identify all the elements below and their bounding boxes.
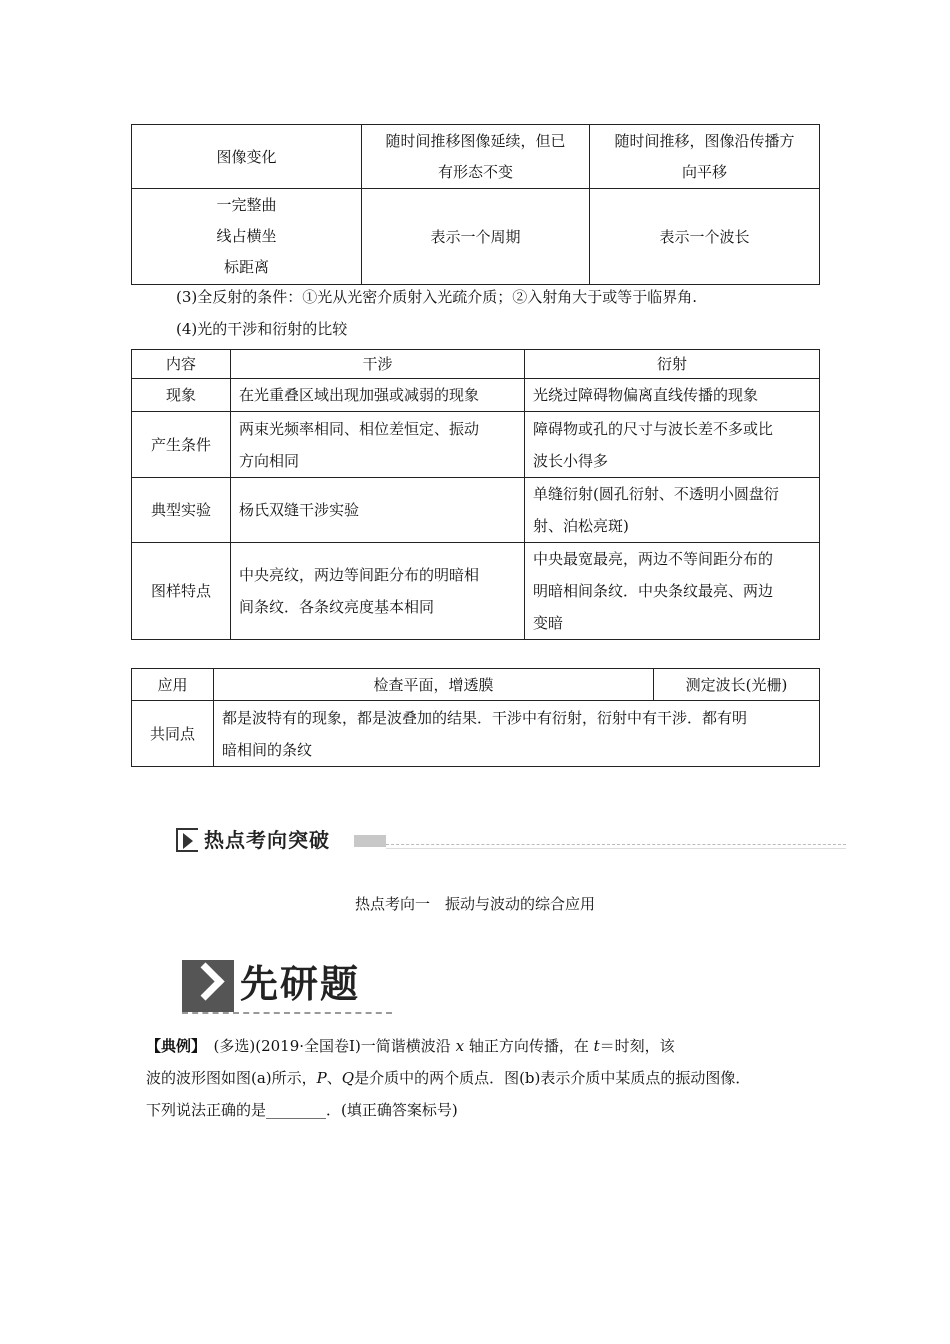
- wave-graph-cell: 随时间推移，图像沿传播方 向平移: [590, 125, 820, 189]
- hot-topic-banner: [176, 826, 846, 856]
- example-tag: 【典例】: [146, 1037, 199, 1055]
- row-label: 图样特点: [132, 543, 231, 640]
- example-line: 波的波形图如图(a)所示，P、Q是介质中的两个质点．图(b)表示介质中某质点的振动图像．: [146, 1069, 751, 1087]
- table-row: [132, 412, 820, 478]
- arrow-box-icon: [176, 828, 198, 852]
- row-label: 应用: [132, 669, 214, 701]
- interference-application: 检查平面，增透膜: [214, 669, 654, 701]
- common-points-cell: 都是波特有的现象，都是波叠加的结果．干涉中有衍射，衍射中有干涉．都有明 暗相间的条纹: [214, 701, 820, 767]
- total-reflection-condition: (3)全反射的条件：①光从光密介质射入光疏介质；②入射角大于或等于临界角.: [176, 288, 698, 306]
- vibration-graph-cell: 随时间推移图像延续，但已 有形态不变: [362, 125, 590, 189]
- comparison-title: (4)光的干涉和衍射的比较: [176, 320, 348, 338]
- header-diffraction: 衍射: [525, 350, 820, 379]
- interference-cell: 杨氏双缝干涉实验: [231, 478, 525, 543]
- diffraction-cell: 障碍物或孔的尺寸与波长差不多或比 波长小得多: [525, 412, 820, 478]
- interference-cell: 中央亮纹，两边等间距分布的明暗相 间条纹．各条纹亮度基本相同: [231, 543, 525, 640]
- example-line: 下列说法正确的是________．(填正确答案标号): [146, 1101, 458, 1119]
- table-row: [132, 478, 820, 543]
- row-label: 共同点: [132, 701, 214, 767]
- diffraction-cell: 中央最宽最亮，两边不等间距分布的 明暗相间条纹．中央条纹最亮、两边 变暗: [525, 543, 820, 640]
- hot-topic-title: 热点考向突破: [204, 828, 330, 852]
- table-row: [132, 701, 820, 767]
- variable-x: x: [455, 1037, 465, 1055]
- research-title: 先研题: [240, 962, 361, 1006]
- row-label: 产生条件: [132, 412, 231, 478]
- vibration-graph-cell: 表示一个周期: [362, 189, 590, 285]
- example-problem: [146, 1030, 814, 1126]
- row-label: 一完整曲 线占横坐 标距离: [132, 189, 362, 285]
- banner-rule: [386, 848, 846, 849]
- research-banner: [182, 958, 392, 1014]
- wave-graph-comparison-table: [131, 124, 820, 285]
- example-line: 【典例】 (多选)(2019·全国卷Ⅰ)一简谐横波沿 x 轴正方向传播，在 t＝时刻，该: [146, 1037, 675, 1055]
- interference-cell: 两束光频率相同、相位差恒定、振动 方向相同: [231, 412, 525, 478]
- interference-cell: 在光重叠区域出现加强或减弱的现象: [231, 379, 525, 412]
- diffraction-application: 测定波长(光栅): [654, 669, 820, 701]
- variable-p: P: [316, 1069, 327, 1087]
- table-row: [132, 543, 820, 640]
- variable-q: Q: [341, 1069, 355, 1087]
- variable-t: t: [593, 1037, 600, 1055]
- header-content: 内容: [132, 350, 231, 379]
- row-label: 典型实验: [132, 478, 231, 543]
- table-header-row: [132, 350, 820, 379]
- table-row: [132, 379, 820, 412]
- section-title: 热点考向一 振动与波动的综合应用: [354, 895, 595, 913]
- header-interference: 干涉: [231, 350, 525, 379]
- wave-graph-cell: 表示一个波长: [590, 189, 820, 285]
- diffraction-cell: 单缝衍射(圆孔衍射、不透明小圆盘衍 射、泊松亮斑): [525, 478, 820, 543]
- row-label: 图像变化: [132, 125, 362, 189]
- chevron-down-right-icon: [182, 960, 234, 1012]
- row-label: 现象: [132, 379, 231, 412]
- interference-diffraction-table: [131, 349, 820, 640]
- table-row: [132, 669, 820, 701]
- banner-rule: [386, 844, 846, 845]
- diffraction-cell: 光绕过障碍物偏离直线传播的现象: [525, 379, 820, 412]
- banner-underline: [182, 1012, 392, 1014]
- banner-bar: [354, 835, 386, 847]
- application-common-table: [131, 668, 820, 767]
